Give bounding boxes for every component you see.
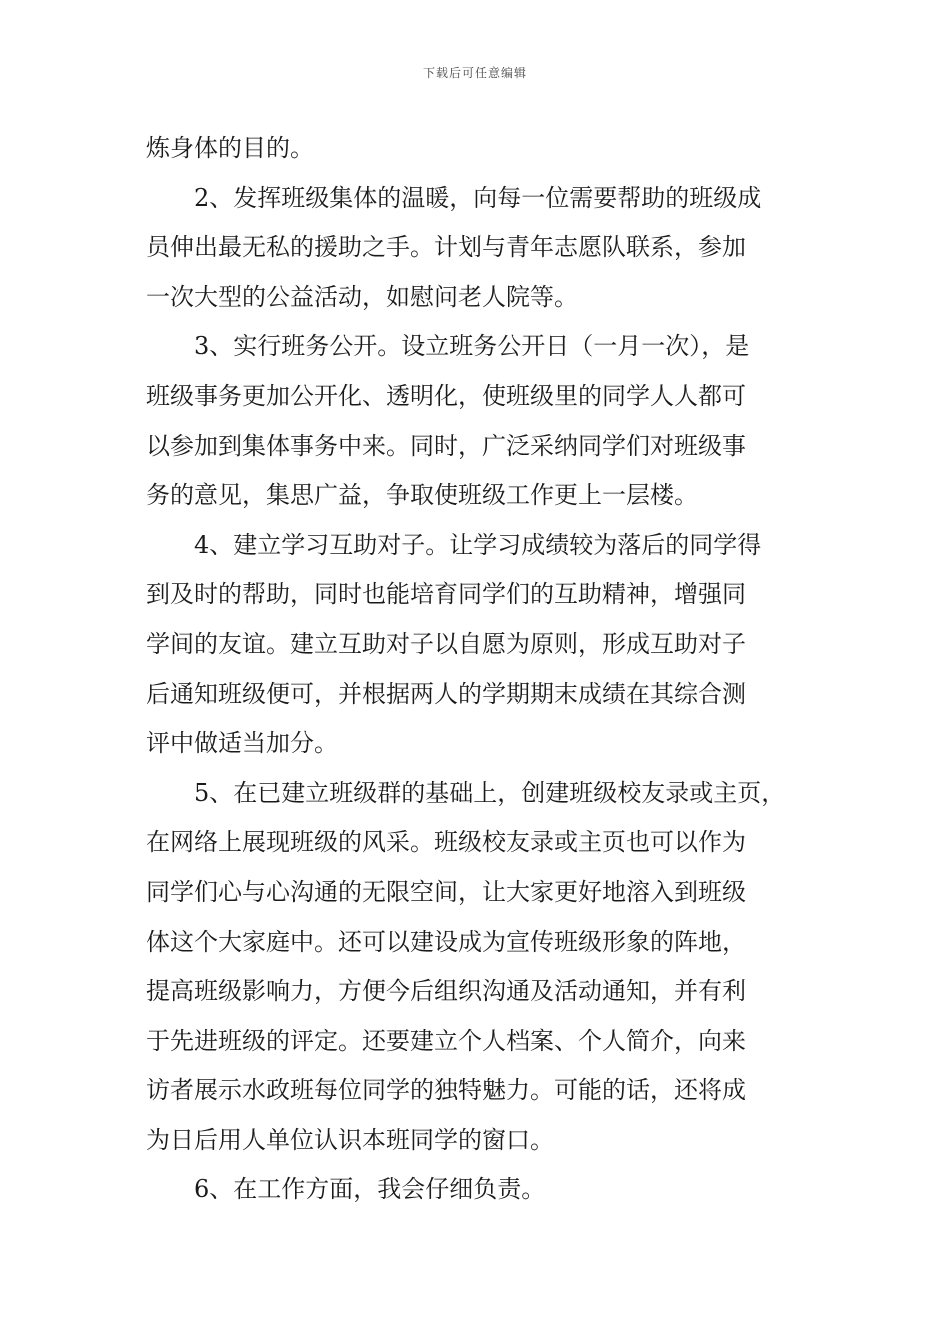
text-line: 班级事务更加公开化、透明化，使班级里的同学人人都可 (146, 381, 746, 410)
text-line: 学间的友谊。建立互助对子以自愿为原则，形成互助对子 (146, 629, 746, 658)
text-line: 评中做适当加分。 (146, 729, 338, 758)
text-line: 到及时的帮助，同时也能培育同学们的互助精神，增强同 (146, 580, 746, 609)
text-line: 后通知班级便可，并根据两人的学期期末成绩在其综合测 (146, 679, 746, 708)
text-line: 为日后用人单位认识本班同学的窗口。 (146, 1125, 554, 1154)
text-line: 3、实行班务公开。设立班务公开日（一月一次），是 (194, 332, 750, 361)
text-line: 6、在工作方面，我会仔细负责。 (194, 1175, 546, 1204)
text-line: 一次大型的公益活动，如慰问老人院等。 (146, 282, 578, 311)
text-line: 5、在已建立班级群的基础上，创建班级校友录或主页， (194, 778, 786, 807)
text-line: 以参加到集体事务中来。同时，广泛采纳同学们对班级事 (146, 431, 746, 460)
text-line: 提高班级影响力，方便今后组织沟通及活动通知，并有利 (146, 977, 746, 1006)
page-header: 下载后可任意编辑 (422, 66, 527, 80)
text-line: 2、发挥班级集体的温暖，向每一位需要帮助的班级成 (194, 183, 762, 212)
text-line: 体这个大家庭中。还可以建设成为宣传班级形象的阵地， (146, 927, 746, 956)
text-line: 务的意见，集思广益，争取使班级工作更上一层楼。 (146, 481, 698, 510)
text-line: 炼身体的目的。 (146, 134, 314, 162)
text-line: 在网络上展现班级的风采。班级校友录或主页也可以作为 (146, 828, 746, 857)
text-line: 于先进班级的评定。还要建立个人档案、个人简介，向来 (146, 1026, 746, 1055)
document-body (146, 124, 810, 1215)
text-line: 访者展示水政班每位同学的独特魅力。可能的话，还将成 (146, 1076, 746, 1105)
text-line: 同学们心与心沟通的无限空间，让大家更好地溶入到班级 (146, 877, 746, 906)
text-line: 4、建立学习互助对子。让学习成绩较为落后的同学得 (194, 530, 762, 559)
text-line: 员伸出最无私的援助之手。计划与青年志愿队联系，参加 (146, 233, 746, 262)
